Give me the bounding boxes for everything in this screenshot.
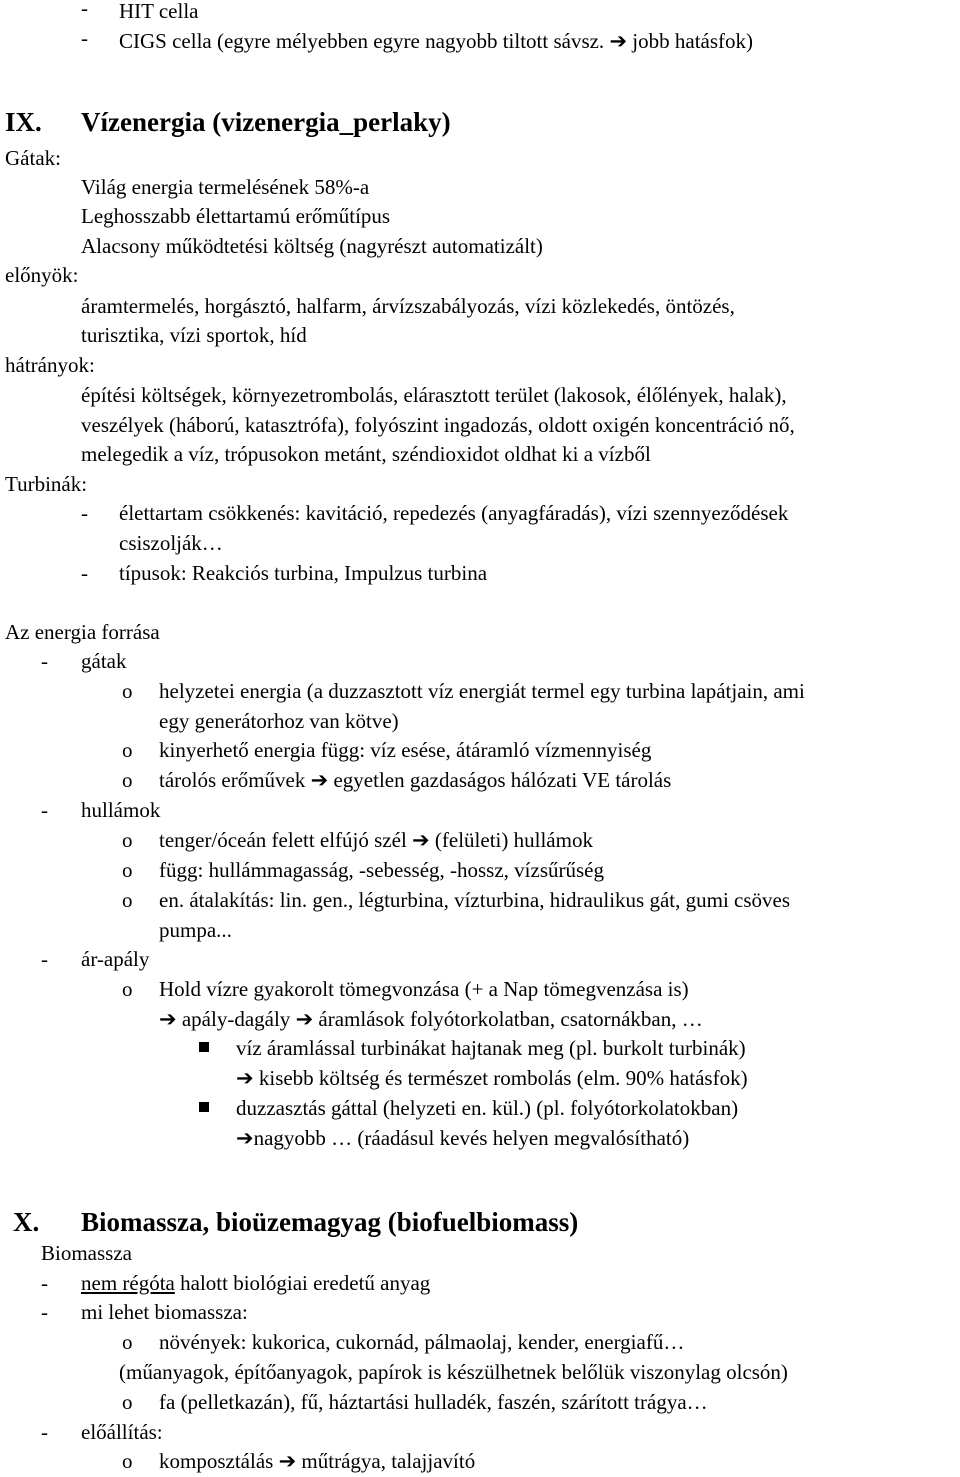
text-line: turisztika, vízi sportok, híd xyxy=(81,323,307,347)
list-item: tárolós erőművek ➔ egyetlen gazdaságos hálózati VE tárolás xyxy=(159,768,672,792)
square-bullet xyxy=(199,1093,209,1123)
list-item: ár-apály xyxy=(81,947,150,971)
list-item: fa (pelletkazán), fű, háztartási hulladék, faszén, szárított trágya… xyxy=(159,1390,708,1414)
dash-bullet: - xyxy=(41,798,48,822)
arrow-icon: ➔ xyxy=(412,828,430,852)
section-number: IX. xyxy=(5,107,42,137)
list-item: mi lehet biomassza: xyxy=(81,1300,248,1324)
circle-bullet: o xyxy=(122,738,133,762)
list-item-cont: ➔ kisebb költség és természet rombolás (elm. 90% hatásfok) xyxy=(236,1066,748,1090)
text-line: építési költségek, környezetrombolás, elárasztott terület (lakosok, élőlények, halak), xyxy=(81,383,787,407)
subheading-turbinak: Turbinák: xyxy=(5,472,88,496)
list-item: CIGS cella (egyre mélyebben egyre nagyobb tiltott sávsz. ➔ jobb hatásfok) xyxy=(119,29,754,53)
section-title: Biomassza, bioüzemagyag (biofuelbiomass) xyxy=(81,1207,579,1237)
list-item-cont: pumpa... xyxy=(159,918,232,942)
list-item-cont: ➔ apály-dagály ➔ áramlások folyótorkolatban, csatornákban, … xyxy=(159,1007,703,1031)
circle-bullet: o xyxy=(122,1330,133,1354)
dash-bullet: - xyxy=(81,501,88,525)
arrow-icon: ➔ xyxy=(236,1066,254,1090)
arrow-icon: ➔ xyxy=(609,29,628,53)
list-item: duzzasztás gáttal (helyzeti en. kül.) (pl. folyótorkolatokban) xyxy=(236,1096,739,1120)
list-item: kinyerhető energia függ: víz esése, átáramló vízmennyiség xyxy=(159,738,652,762)
list-item: nem régóta halott biológiai eredetű anyag xyxy=(81,1271,431,1295)
dash-bullet: - xyxy=(81,561,88,585)
subheading-gatak: Gátak: xyxy=(5,146,61,170)
list-item-cont: egy generátorhoz van kötve) xyxy=(159,709,399,733)
dash-bullet: - xyxy=(41,1420,48,1444)
list-item: élettartam csökkenés: kavitáció, repedezés (anyagfáradás), vízi szennyeződések xyxy=(119,501,789,525)
text-line: melegedik a víz, trópusokon metánt, széndioxidot oldhat ki a vízből xyxy=(81,442,651,466)
list-item: függ: hullámmagasság, -sebesség, -hossz, vízsűrűség xyxy=(159,858,604,882)
list-item: típusok: Reakciós turbina, Impulzus turbina xyxy=(119,561,488,585)
list-item: komposztálás ➔ műtrágya, talajjavító xyxy=(159,1449,476,1473)
list-item: Hold vízre gyakorolt tömegvonzása (+ a Nap tömegvenzása is) xyxy=(159,977,689,1001)
circle-bullet: o xyxy=(122,1449,133,1473)
text-line: (műanyagok, építőanyagok, papírok is készülhetnek belőlük viszonylag olcsón) xyxy=(119,1360,788,1384)
circle-bullet: o xyxy=(122,977,133,1001)
circle-bullet: o xyxy=(122,1390,133,1414)
arrow-icon: ➔ xyxy=(310,768,329,792)
dash-bullet: - xyxy=(41,649,48,673)
text-line: Leghosszabb élettartamú erőműtípus xyxy=(81,204,391,228)
list-item: HIT cella xyxy=(119,0,199,23)
arrow-icon: ➔ xyxy=(278,1449,297,1473)
text-line: Alacsony működtetési költség (nagyrészt automatizált) xyxy=(81,234,543,258)
circle-bullet: o xyxy=(122,858,133,882)
list-item: gátak xyxy=(81,649,127,673)
dash-bullet: - xyxy=(41,947,48,971)
subheading-biomassza: Biomassza xyxy=(41,1241,132,1265)
dash-bullet: - xyxy=(81,0,88,20)
arrow-icon: ➔ xyxy=(159,1007,177,1031)
subheading-elonyok: előnyök: xyxy=(5,263,79,287)
list-item-cont: csiszolják… xyxy=(119,531,223,555)
dash-bullet: - xyxy=(41,1271,48,1295)
section-title: Vízenergia (vizenergia_perlaky) xyxy=(81,107,451,137)
list-item: növények: kukorica, cukornád, pálmaolaj, kender, energiafű… xyxy=(159,1330,685,1354)
circle-bullet: o xyxy=(122,679,133,703)
text-line: Világ energia termelésének 58%-a xyxy=(81,175,370,199)
arrow-icon: ➔ xyxy=(295,1007,314,1031)
subheading-forras: Az energia forrása xyxy=(5,620,160,644)
arrow-icon: ➔ xyxy=(236,1126,254,1150)
dash-bullet: - xyxy=(81,26,88,50)
list-item: helyzetei energia (a duzzasztott víz energiát termel egy turbina lapátjain, ami xyxy=(159,679,805,703)
square-bullet xyxy=(199,1033,209,1063)
list-item: víz áramlással turbinákat hajtanak meg (pl. burkolt turbinák) xyxy=(236,1036,746,1060)
list-item: hullámok xyxy=(81,798,161,822)
circle-bullet: o xyxy=(122,768,133,792)
circle-bullet: o xyxy=(122,888,133,912)
subheading-hatranyok: hátrányok: xyxy=(5,353,95,377)
list-item: en. átalakítás: lin. gen., légturbina, vízturbina, hidraulikus gát, gumi csöves xyxy=(159,888,791,912)
circle-bullet: o xyxy=(122,828,133,852)
dash-bullet: - xyxy=(41,1300,48,1324)
text-line: áramtermelés, horgásztó, halfarm, árvízszabályozás, vízi közlekedés, öntözés, xyxy=(81,294,735,318)
text-line: veszélyek (háború, katasztrófa), folyószint ingadozás, oldott oxigén koncentráció nő, xyxy=(81,413,795,437)
list-item: tenger/óceán felett elfújó szél ➔ (felületi) hullámok xyxy=(159,828,593,852)
section-number: X. xyxy=(13,1207,40,1237)
list-item: előállítás: xyxy=(81,1420,163,1444)
list-item-cont: ➔nagyobb … (ráadásul kevés helyen megvalósítható) xyxy=(236,1126,690,1150)
